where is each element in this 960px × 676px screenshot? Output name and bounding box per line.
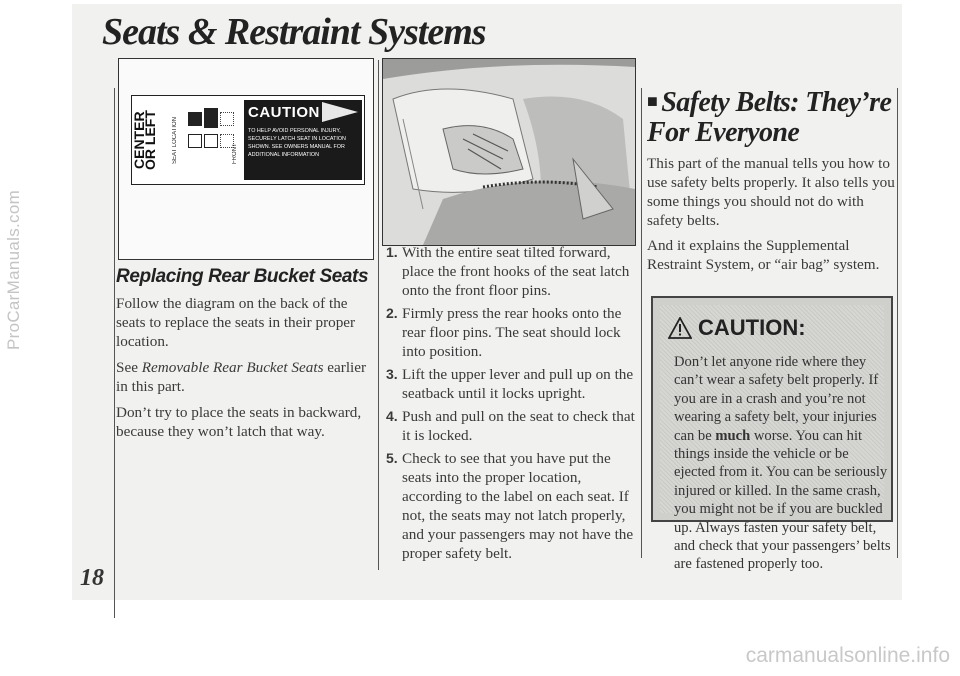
seat-location-label-plate: [131, 95, 365, 185]
label-caution-title: CAUTION: [248, 104, 320, 121]
step-item: [386, 407, 636, 445]
column-divider-1: [378, 60, 379, 570]
caution-box: [651, 296, 893, 573]
step-item: [386, 365, 636, 403]
seat-latch-photo: [382, 58, 636, 246]
section-title: Seats & Restraint Systems: [102, 11, 486, 53]
seat-label-figure: [118, 58, 374, 260]
step-text: Firmly press the rear hooks onto the rear floor pins. The seat should lock into position.: [402, 305, 622, 360]
page-number: 18: [80, 565, 104, 591]
left-paragraph-1: Follow the diagram on the back of the seats to replace the seats in their proper location.: [116, 295, 356, 350]
step-number: 1.: [386, 244, 398, 260]
replacing-seats-heading: Replacing Rear Bucket Seats: [116, 266, 369, 287]
seat-diagram-icon: [186, 108, 232, 158]
step-text: Lift the upper lever and pull up on the seatback until it locks upright.: [402, 366, 634, 402]
seat-latch-illustration: [383, 59, 635, 245]
step-text: Push and pull on the seat to check that it is locked.: [402, 408, 635, 444]
step-item: [386, 243, 636, 300]
step-text: Check to see that you have put the seats into the proper location, according to the label on each seat. If not, the seats may not latch properly, and your passengers may not have the proper safety belt.: [402, 450, 634, 562]
left-paragraph-2: See Removable Rear Bucket Seats earlier in this part.: [116, 359, 367, 395]
step-text: With the entire seat tilted forward, place the front hooks of the seat latch onto the front floor pins.: [402, 244, 630, 299]
step-number: 2.: [386, 305, 398, 321]
right-margin-rule: [897, 88, 898, 558]
caution-heading: CAUTION:: [698, 315, 806, 340]
left-margin-rule: [114, 88, 115, 618]
column-divider-2: [641, 88, 642, 558]
side-watermark: ProCarManuals.com: [4, 189, 23, 350]
caution-text: Don’t let anyone ride where they can’t wear a safety belt properly. If you are in a crash and you’re not wearing a safety belt, your injuries can be much worse. You can hit things inside the vehicle or be ejected from it. You can be seriously injured or killed. In the same crash, you might not be if you are buckled up. Always fasten your safety belt, and check that your passengers’ belts are fastened properly too.: [674, 354, 891, 573]
seat-location-text: CENTER OR LEFT: [131, 110, 158, 170]
left-paragraph-3: Don’t try to place the seats in backward, because they won’t latch that way.: [116, 404, 362, 440]
emphasis-much: much: [715, 427, 751, 444]
removable-seats-reference: Removable Rear Bucket Seats: [141, 359, 324, 376]
label-caution-text: TO HELP AVOID PERSONAL INJURY, SECURELY LATCH SEAT IN LOCATION SHOWN. SEE OWNERS MANUAL FOR ADDITIONAL INFORMATION: [248, 128, 346, 158]
steps-list: [386, 243, 636, 567]
step-number: 3.: [386, 366, 398, 382]
right-paragraph-2: And it explains the Supplemental Restraint System, or “air bag” system.: [647, 237, 880, 273]
step-item: [386, 304, 636, 361]
left-column: [116, 294, 374, 448]
step-item: [386, 449, 636, 563]
caution-box-inner: [660, 305, 891, 573]
step-number: 4.: [386, 408, 398, 424]
arrow-icon: [322, 102, 358, 122]
right-column: [647, 86, 897, 280]
right-paragraph-1: This part of the manual tells you how to use safety belts properly. It also tells you some things you should not do with safety belts.: [647, 155, 895, 229]
bottom-watermark: carmanualsonline.info: [745, 644, 950, 667]
step-number: 5.: [386, 450, 398, 466]
plate-direction-text: FRONT: [232, 143, 238, 164]
label-caution-tag: [244, 100, 362, 180]
warning-triangle-icon: [668, 317, 692, 339]
seat-location-small-text: SEAT LOCATION: [172, 116, 178, 164]
safety-belts-heading: ■ Safety Belts: They’re For Everyone: [647, 87, 892, 148]
square-bullet-icon: ■: [647, 91, 658, 111]
